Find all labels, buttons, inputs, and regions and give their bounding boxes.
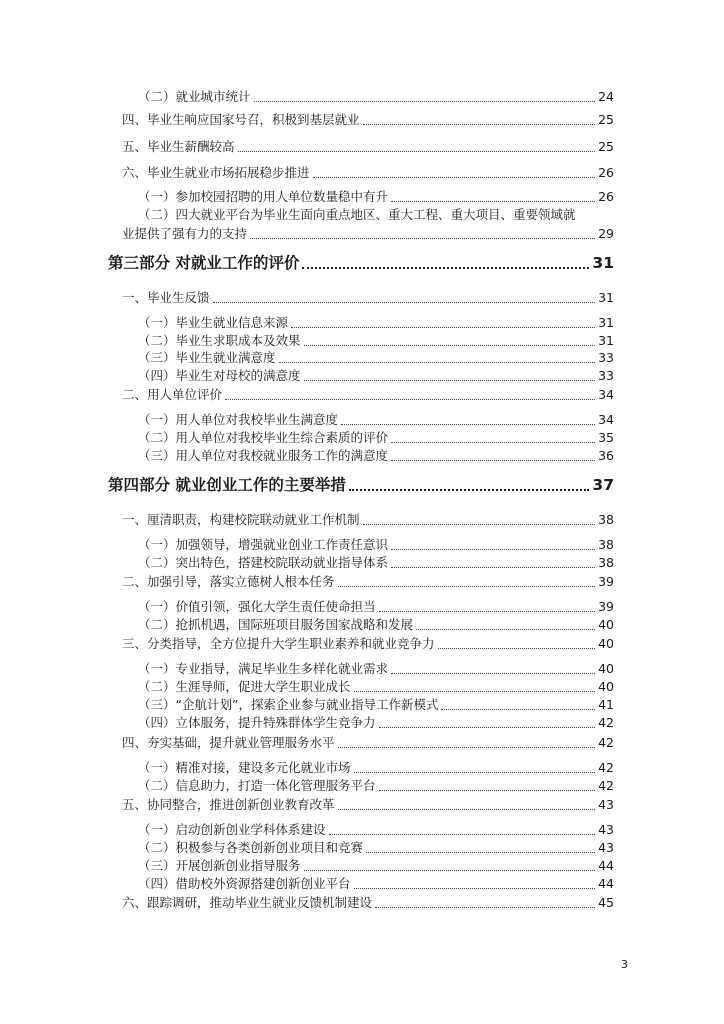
toc-entry-text: 四、毕业生响应国家号召，积极到基层就业 [122, 112, 360, 127]
toc-part-heading[interactable] [108, 251, 614, 273]
toc-page-number: 39 [598, 599, 614, 614]
toc-entry[interactable] [138, 348, 614, 366]
toc-page-number: 43 [598, 822, 614, 837]
leader-dots [213, 302, 596, 303]
toc-page-number: 40 [598, 661, 614, 676]
toc-page-number: 40 [598, 617, 614, 632]
leader-dots [416, 629, 595, 630]
leader-dots [304, 345, 596, 346]
toc-entry[interactable] [138, 410, 614, 428]
toc-page-number: 25 [598, 112, 614, 127]
toc-entry-text: （一）专业指导，满足毕业生多样化就业需求 [138, 661, 389, 676]
toc-entry[interactable] [138, 856, 614, 874]
toc-entry-text: （二）抢抓机遇，国际班项目服务国家战略和发展 [138, 617, 414, 632]
toc-entry[interactable] [138, 366, 614, 384]
toc-page-number: 42 [598, 715, 614, 730]
toc-page-number: 40 [598, 636, 614, 651]
toc-entry[interactable] [138, 597, 614, 615]
toc-page-number: 38 [598, 512, 614, 527]
toc-entry[interactable] [138, 695, 614, 713]
leader-dots [391, 567, 595, 568]
toc-entry-text: 一、毕业生反馈 [122, 290, 210, 305]
toc-page-number: 34 [598, 387, 614, 402]
leader-dots [438, 648, 596, 649]
toc-entry-text: （一）价值引领，强化大学生责任使命担当 [138, 599, 376, 614]
leader-dots [338, 809, 596, 810]
toc-page-number: 33 [598, 350, 614, 365]
toc-entry-text: （一）参加校园招聘的用人单位数量稳中有升 [138, 189, 389, 204]
toc-entry-text: 三、分类指导，全方位提升大学生职业素养和就业竞争力 [122, 636, 435, 651]
toc-page-number: 42 [598, 735, 614, 750]
toc-entry[interactable] [138, 313, 614, 331]
leader-dots [354, 691, 596, 692]
leader-dots [349, 489, 590, 491]
leader-dots [225, 399, 595, 400]
leader-dots [250, 238, 595, 239]
toc-page-number: 35 [598, 430, 614, 445]
toc-entry[interactable] [122, 572, 614, 590]
toc-entry[interactable] [138, 446, 614, 464]
leader-dots [391, 442, 595, 443]
leader-dots [354, 772, 596, 773]
leader-dots [366, 852, 595, 853]
toc-page-number: 29 [598, 226, 614, 241]
leader-dots [391, 201, 595, 202]
toc-page-number: 34 [598, 412, 614, 427]
leader-dots [313, 177, 596, 178]
toc-entry-text: （三）用人单位对我校就业服务工作的满意度 [138, 448, 389, 463]
toc-entry[interactable] [138, 187, 614, 205]
toc-page-number: 31 [598, 290, 614, 305]
toc-entry[interactable] [138, 535, 614, 553]
toc-page-number: 42 [598, 778, 614, 793]
toc-entry-text: （一）用人单位对我校毕业生满意度 [138, 412, 339, 427]
toc-page-number: 41 [598, 697, 614, 712]
toc-entry[interactable] [122, 224, 614, 242]
toc-entry[interactable] [122, 385, 614, 403]
toc-page-number: 39 [598, 574, 614, 589]
toc-entry[interactable] [138, 87, 614, 105]
toc-entry-text: （一）加强领导，增强就业创业工作责任意识 [138, 537, 389, 552]
leader-dots [304, 870, 596, 871]
toc-entry-text: 四、夯实基础，提升就业管理服务水平 [122, 735, 335, 750]
toc-page-number: 38 [598, 537, 614, 552]
leader-dots [291, 327, 595, 328]
toc-entry[interactable] [122, 634, 614, 652]
toc-entry[interactable] [122, 137, 614, 155]
toc-entry[interactable] [138, 553, 614, 571]
leader-dots [338, 586, 596, 587]
toc-entry[interactable] [138, 713, 614, 731]
toc-part-heading[interactable] [108, 473, 614, 495]
toc-entry-text: （三）毕业生就业满意度 [138, 350, 276, 365]
toc-page-number: 44 [598, 876, 614, 891]
leader-dots [379, 727, 596, 728]
toc-entry-text: 业提供了强有力的支持 [122, 226, 248, 241]
toc-entry-text: （二）信息助力，打造一体化管理服务平台 [138, 778, 376, 793]
leader-dots [391, 460, 595, 461]
toc-page-number: 40 [598, 679, 614, 694]
page-number: 3 [621, 958, 628, 971]
toc-entry[interactable] [122, 795, 614, 813]
toc-entry[interactable] [138, 820, 614, 838]
toc-entry-text: 二、加强引导，落实立德树人根本任务 [122, 574, 335, 589]
leader-dots [304, 380, 596, 381]
leader-dots [375, 907, 595, 908]
toc-entry[interactable] [122, 288, 614, 306]
leader-dots [363, 524, 596, 525]
toc-entry-text: 第四部分 就业创业工作的主要举措 [108, 476, 346, 494]
toc-entry-text: （四）毕业生对母校的满意度 [138, 368, 301, 383]
toc-entry[interactable] [122, 893, 614, 911]
toc-page-number: 42 [598, 760, 614, 775]
leader-dots [379, 790, 596, 791]
leader-dots [379, 611, 596, 612]
toc-entry-text: （一）精准对接，建设多元化就业市场 [138, 760, 351, 775]
toc-page-number: 38 [598, 555, 614, 570]
toc-entry[interactable] [122, 163, 614, 181]
toc-entry-text: （二）就业城市统计 [138, 89, 251, 104]
toc-entry-text: （二）突出特色，搭建校院联动就业指导体系 [138, 555, 389, 570]
toc-page-number: 45 [598, 895, 614, 910]
toc-page-number: 36 [598, 448, 614, 463]
leader-dots [341, 424, 595, 425]
toc-entry[interactable] [138, 838, 614, 856]
toc-entry-text: （一）启动创新创业学科体系建设 [138, 822, 326, 837]
toc-page-number: 26 [598, 189, 614, 204]
leader-dots [254, 101, 596, 102]
leader-dots [238, 151, 596, 152]
toc-page-number: 24 [598, 89, 614, 104]
toc-entry[interactable] [122, 110, 614, 128]
toc-entry-text: （四）立体服务，提升特殊群体学生竞争力 [138, 715, 376, 730]
toc-entry[interactable] [138, 428, 614, 446]
leader-dots [354, 888, 596, 889]
toc-entry-text: 五、毕业生薪酬较高 [122, 139, 235, 154]
toc-entry[interactable] [138, 659, 614, 677]
toc-page-number: 44 [598, 858, 614, 873]
leader-dots [391, 549, 595, 550]
toc-page-number: 25 [598, 139, 614, 154]
toc-entry-text: （二）毕业生求职成本及效果 [138, 333, 301, 348]
toc-entry[interactable] [138, 776, 614, 794]
toc-entry-text: （三）“企航计划”，探索企业参与就业指导工作新模式 [138, 697, 439, 712]
leader-dots [338, 747, 596, 748]
toc-entry[interactable] [138, 758, 614, 776]
toc-entry-text-line1[interactable]: （二）四大就业平台为毕业生面向重点地区、重大工程、重大项目、重要领域就 [138, 207, 576, 222]
toc-entry-text: （二）用人单位对我校毕业生综合素质的评价 [138, 430, 389, 445]
toc-entry[interactable] [138, 331, 614, 349]
toc-entry-text: 五、协同整合，推进创新创业教育改革 [122, 797, 335, 812]
toc-page-number: 31 [592, 254, 614, 272]
leader-dots [302, 267, 589, 269]
toc-entry[interactable] [122, 510, 614, 528]
toc-page-number: 37 [592, 476, 614, 494]
toc-entry[interactable] [122, 733, 614, 751]
toc-entry-text: 二、用人单位评价 [122, 387, 223, 402]
toc-entry[interactable] [138, 677, 614, 695]
toc-entry-text: 六、毕业生就业市场拓展稳步推进 [122, 165, 310, 180]
toc-page-number: 43 [598, 840, 614, 855]
toc-entry-text: （二）积极参与各类创新创业项目和竞赛 [138, 840, 364, 855]
toc-entry-text: （二）生涯导师，促进大学生职业成长 [138, 679, 351, 694]
leader-dots [279, 362, 596, 363]
toc-entry[interactable] [138, 615, 614, 633]
leader-dots [363, 124, 596, 125]
leader-dots [391, 673, 595, 674]
toc-entry-text: （一）毕业生就业信息来源 [138, 315, 289, 330]
toc-entry[interactable] [138, 874, 614, 892]
toc-page-number: 33 [598, 368, 614, 383]
toc-page-number: 31 [598, 315, 614, 330]
toc-entry-text: （四）借助校外资源搭建创新创业平台 [138, 876, 351, 891]
toc-entry-text: 六、跟踪调研，推动毕业生就业反馈机制建设 [122, 895, 373, 910]
leader-dots [329, 834, 596, 835]
toc-entry-text: 一、厘清职责，构建校院联动就业工作机制 [122, 512, 360, 527]
toc-page-number: 31 [598, 333, 614, 348]
toc-entry-text: 第三部分 对就业工作的评价 [108, 254, 300, 272]
leader-dots [441, 709, 595, 710]
toc-entry-text: （三）开展创新创业指导服务 [138, 858, 301, 873]
toc-page-number: 26 [598, 165, 614, 180]
toc-page-number: 43 [598, 797, 614, 812]
